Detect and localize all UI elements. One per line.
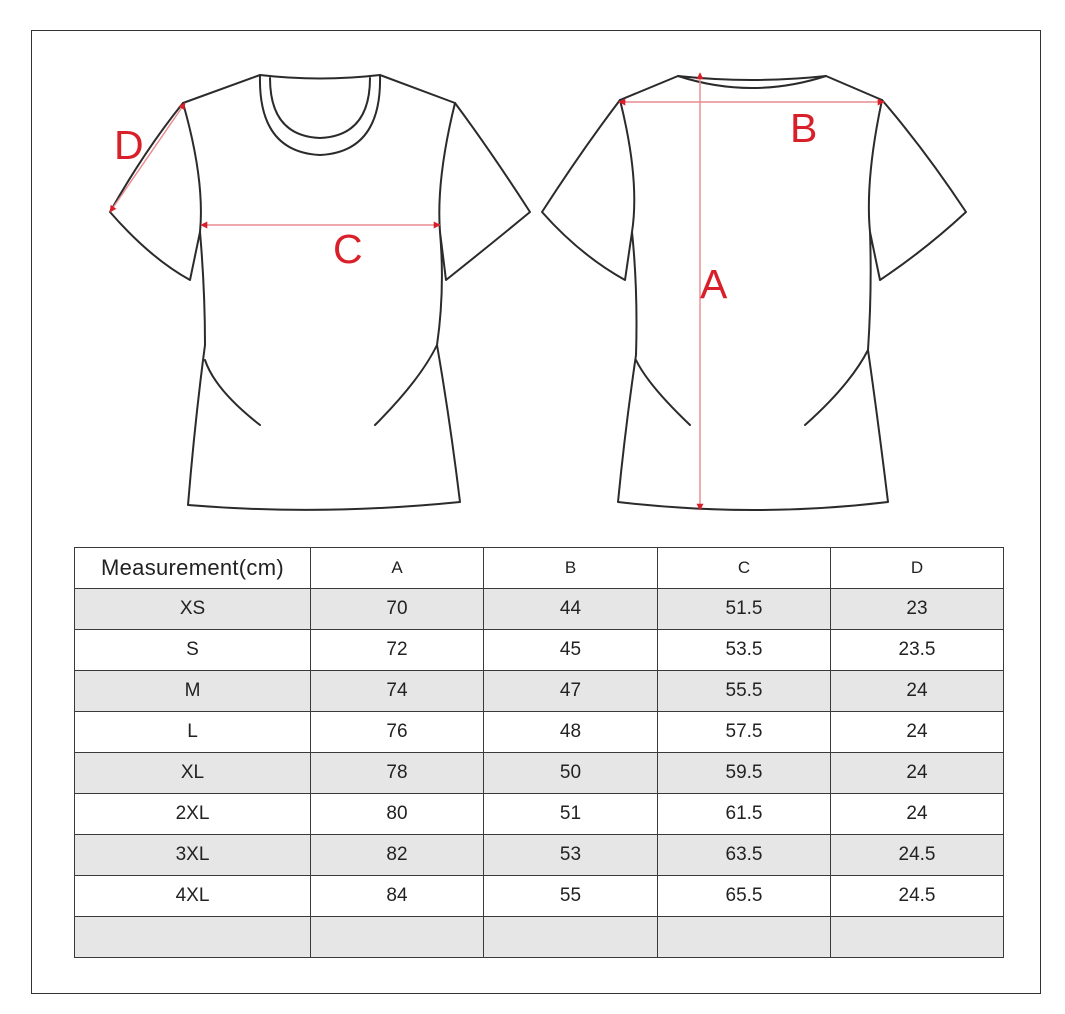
table-row — [75, 835, 1004, 876]
size-cell: 2XL — [75, 794, 311, 835]
value-c-cell: 51.5 — [658, 589, 831, 630]
tshirt-back-left-waist-curve — [636, 360, 690, 425]
value-c-cell: 57.5 — [658, 712, 831, 753]
value-d-cell: 24 — [831, 712, 1004, 753]
value-a-cell: 78 — [311, 753, 484, 794]
value-c-cell: 65.5 — [658, 876, 831, 917]
tshirt-front-collar-inner — [270, 78, 370, 138]
header-b: B — [484, 548, 658, 589]
label-b: B — [790, 105, 818, 151]
label-d: D — [114, 122, 144, 168]
label-a: A — [700, 261, 728, 307]
value-b-cell: 48 — [484, 712, 658, 753]
table-row — [75, 589, 1004, 630]
tshirt-front-right-waist-curve — [375, 345, 437, 425]
tshirt-back-outline — [542, 76, 966, 510]
size-cell: 4XL — [75, 876, 311, 917]
table-row — [75, 630, 1004, 671]
tshirt-back-view — [542, 76, 966, 510]
size-cell: XL — [75, 753, 311, 794]
size-cell: XS — [75, 589, 311, 630]
table-row — [75, 794, 1004, 835]
table-row — [75, 876, 1004, 917]
value-a-cell: 74 — [311, 671, 484, 712]
tshirt-front-outline — [110, 75, 530, 510]
tshirt-front-left-waist-curve — [205, 360, 260, 425]
header-measurement: Measurement(cm) — [75, 548, 311, 589]
value-d-cell: 24 — [831, 794, 1004, 835]
table-row — [75, 753, 1004, 794]
value-a-cell — [311, 917, 484, 958]
tshirt-front-view — [110, 75, 530, 510]
value-c-cell: 61.5 — [658, 794, 831, 835]
table-header-row — [75, 548, 1004, 589]
value-b-cell: 45 — [484, 630, 658, 671]
header-c: C — [658, 548, 831, 589]
value-c-cell — [658, 917, 831, 958]
value-a-cell: 76 — [311, 712, 484, 753]
value-d-cell: 24.5 — [831, 835, 1004, 876]
table-row-empty — [75, 917, 1004, 958]
value-a-cell: 80 — [311, 794, 484, 835]
size-cell: M — [75, 671, 311, 712]
tshirt-front-right-armhole — [439, 103, 455, 232]
table-row — [75, 671, 1004, 712]
value-b-cell: 44 — [484, 589, 658, 630]
value-a-cell: 72 — [311, 630, 484, 671]
value-c-cell: 55.5 — [658, 671, 831, 712]
value-b-cell: 53 — [484, 835, 658, 876]
value-d-cell: 23 — [831, 589, 1004, 630]
value-d-cell: 24 — [831, 753, 1004, 794]
value-d-cell: 24.5 — [831, 876, 1004, 917]
value-b-cell: 50 — [484, 753, 658, 794]
value-d-cell: 24 — [831, 671, 1004, 712]
value-b-cell: 51 — [484, 794, 658, 835]
value-c-cell: 63.5 — [658, 835, 831, 876]
value-c-cell: 53.5 — [658, 630, 831, 671]
size-cell — [75, 917, 311, 958]
size-cell: 3XL — [75, 835, 311, 876]
tshirt-back-right-armhole — [869, 100, 882, 232]
value-a-cell: 70 — [311, 589, 484, 630]
tshirt-back-left-armhole — [620, 100, 634, 232]
size-cell: S — [75, 630, 311, 671]
tshirt-back-right-waist-curve — [805, 350, 868, 425]
table-row — [75, 712, 1004, 753]
value-a-cell: 84 — [311, 876, 484, 917]
value-d-cell: 23.5 — [831, 630, 1004, 671]
size-table — [74, 547, 1004, 958]
header-a: A — [311, 548, 484, 589]
tshirt-front-left-armhole — [183, 103, 201, 232]
value-b-cell: 47 — [484, 671, 658, 712]
value-d-cell — [831, 917, 1004, 958]
size-cell: L — [75, 712, 311, 753]
header-d: D — [831, 548, 1004, 589]
value-a-cell: 82 — [311, 835, 484, 876]
value-c-cell: 59.5 — [658, 753, 831, 794]
value-b-cell — [484, 917, 658, 958]
value-b-cell: 55 — [484, 876, 658, 917]
label-c: C — [333, 226, 363, 272]
